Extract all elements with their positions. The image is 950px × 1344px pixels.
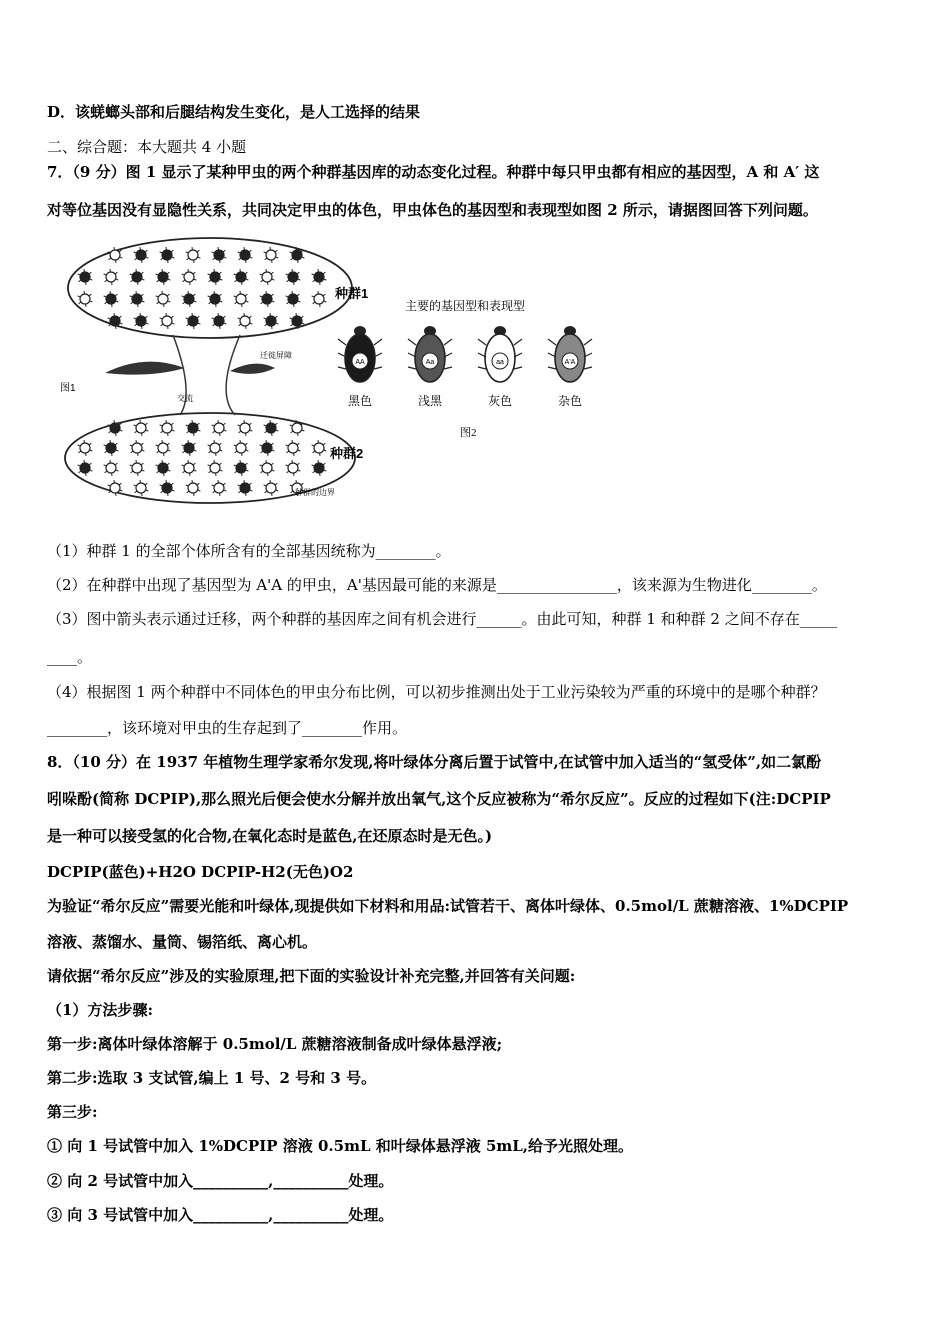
exchange-label: 交流	[177, 394, 193, 403]
beetle-glyph	[260, 460, 275, 476]
beetle-glyph	[134, 313, 149, 329]
beetle-glyph	[212, 247, 227, 263]
beetle-glyph	[78, 291, 93, 307]
q7-line-2: 对等位基因没有显隐性关系，共同决定甲虫的体色，甲虫体色的基因型和表现型如图 2 所示，请据图回答下列问题。	[47, 201, 818, 219]
beetle-glyph	[186, 247, 201, 263]
beetle-glyph	[238, 313, 253, 329]
q7-sub4-line-2: ________，该环境对甲虫的生存起到了________作用。	[47, 719, 408, 737]
beetle-glyph	[238, 247, 253, 263]
beetle-glyph	[186, 313, 201, 329]
beetle-glyph	[78, 460, 93, 476]
beetle-glyph	[208, 440, 223, 456]
q8-step-heading: （1）方法步骤:	[47, 1001, 153, 1019]
beetle-glyph	[130, 460, 145, 476]
genotype-label: aa	[496, 359, 504, 366]
beetle-glyph	[104, 269, 119, 285]
q7-sub3-line-1: （3）图中箭头表示通过迁移，两个种群的基因库之间有机会进行______。由此可知，种群 1 和种群 2 之间不存在_____	[47, 610, 838, 628]
phenotype-label: 黑色	[347, 394, 373, 408]
q8-step-3: 第三步:	[47, 1103, 98, 1121]
beetle-glyph	[234, 269, 249, 285]
beetle-glyph	[104, 440, 119, 456]
beetle-glyph	[104, 460, 119, 476]
beetle-figure	[55, 233, 600, 508]
q8-line-3: 是一种可以接受氢的化合物,在氧化态时是蓝色,在还原态时是无色。)	[47, 827, 493, 845]
beetle-glyph	[78, 269, 93, 285]
beetle-glyph	[130, 291, 145, 307]
beetle-glyph	[212, 420, 227, 436]
beetle-glyph	[286, 460, 301, 476]
population-2-beetles	[78, 420, 327, 496]
beetle-glyph	[134, 420, 149, 436]
beetle-glyph	[134, 247, 149, 263]
beetle-glyph	[312, 440, 327, 456]
genotype-beetle	[548, 326, 592, 408]
q8-step-1: 第一步:离体叶绿体溶解于 0.5mol/L 蔗糖溶液制备成叶绿体悬浮液;	[47, 1035, 503, 1053]
phenotype-label: 灰色	[487, 394, 513, 408]
beetle-glyph	[234, 440, 249, 456]
beetle-glyph	[260, 440, 275, 456]
barrier-right	[230, 364, 275, 374]
migration-funnel	[173, 335, 240, 415]
beetle-glyph	[286, 440, 301, 456]
q8-tube-2: ② 向 2 号试管中加入__________,__________处理。	[47, 1172, 394, 1190]
option-d: D．该蜣螂头部和后腿结构发生变化，是人工选择的结果	[47, 103, 421, 121]
beetle-glyph	[156, 291, 171, 307]
beetle-glyph	[286, 291, 301, 307]
beetle-glyph	[238, 480, 253, 496]
beetle-glyph	[234, 460, 249, 476]
q8-line-1: 8．（10 分）在 1937 年植物生理学家希尔发现,将叶绿体分离后置于试管中,在试管中加入适当的“氢受体”,如二氯酚	[47, 753, 822, 771]
beetle-glyph	[260, 269, 275, 285]
beetle-glyph	[156, 269, 171, 285]
q8-line-4: 为验证“希尔反应”需要光能和叶绿体,现提供如下材料和用品:试管若干、离体叶绿体、0.5mol/L 蔗糖溶液、1%DCPIP	[47, 897, 849, 915]
genotype-beetle	[478, 326, 522, 408]
figure-2-label: 图2	[460, 427, 477, 439]
q7-sub3-line-2: ____。	[47, 648, 93, 666]
beetle-glyph	[160, 247, 175, 263]
barrier-label: 迁徙屏障	[260, 351, 292, 360]
genotype-label: Aa	[425, 359, 435, 366]
beetle-glyph	[134, 480, 149, 496]
phenotype-label: 浅黑	[417, 394, 443, 408]
beetle-glyph	[182, 440, 197, 456]
beetle-glyph	[160, 420, 175, 436]
beetle-glyph	[78, 440, 93, 456]
q8-equation: DCPIP(蓝色)+H2O DCPIP-H2(无色)O2	[47, 863, 354, 881]
barrier-left	[105, 362, 185, 375]
population-2-label: 种群2	[330, 446, 364, 461]
q7-sub1: （1）种群 1 的全部个体所含有的全部基因统称为________。	[47, 542, 451, 560]
beetle-glyph	[186, 420, 201, 436]
beetle-glyph	[208, 460, 223, 476]
figure-2-title: 主要的基因型和表现型	[405, 299, 526, 313]
section-heading: 二、综合题：本大题共 4 小题	[47, 138, 247, 156]
beetle-glyph	[312, 460, 327, 476]
beetle-glyph	[104, 291, 119, 307]
q8-line-5: 溶液、蒸馏水、量筒、锡箔纸、离心机。	[47, 933, 318, 951]
beetle-glyph	[156, 460, 171, 476]
beetle-glyph	[212, 313, 227, 329]
beetle-glyph	[264, 480, 279, 496]
beetle-glyph	[186, 480, 201, 496]
genotype-phenotype-row	[338, 326, 592, 408]
q8-step-2: 第二步:选取 3 支试管,编上 1 号、2 号和 3 号。	[47, 1069, 377, 1087]
beetle-glyph	[160, 480, 175, 496]
beetle-glyph	[264, 420, 279, 436]
q7-sub4-line-1: （4）根据图 1 两个种群中不同体色的甲虫分布比例，可以初步推测出处于工业污染较为严重的环境中的是哪个种群？	[47, 683, 826, 701]
beetle-glyph	[260, 291, 275, 307]
beetle-glyph	[208, 291, 223, 307]
population-1-label: 种群1	[335, 286, 369, 301]
q8-line-2: 吲哚酚(简称 DCPIP),那么照光后便会使水分解并放出氧气,这个反应被称为“希尔反应”。反应的过程如下(注:DCPIP	[47, 790, 831, 808]
beetle-glyph	[182, 269, 197, 285]
q8-tube-1: ① 向 1 号试管中加入 1%DCPIP 溶液 0.5mL 和叶绿体悬浮液 5mL,给予光照处理。	[47, 1137, 634, 1155]
beetle-glyph	[238, 420, 253, 436]
beetle-glyph	[160, 313, 175, 329]
beetle-glyph	[312, 269, 327, 285]
beetle-glyph	[182, 460, 197, 476]
boundary-label: 种群的边界	[295, 488, 335, 497]
figure-1-label: 图1	[60, 383, 76, 394]
q8-line-6: 请依据“希尔反应”涉及的实验原理,把下面的实验设计补充完整,并回答有关问题:	[47, 967, 576, 985]
beetle-glyph	[264, 313, 279, 329]
beetle-glyph	[130, 269, 145, 285]
genotype-beetle	[338, 326, 382, 408]
beetle-glyph	[182, 291, 197, 307]
genotype-label: A'A	[564, 359, 576, 366]
beetle-glyph	[208, 269, 223, 285]
genotype-label: AA	[355, 359, 365, 366]
q7-line-1: 7．（9 分）图 1 显示了某种甲虫的两个种群基因库的动态变化过程。种群中每只甲虫都有相应的基因型，A 和 A′ 这	[47, 163, 820, 181]
q7-sub2: （2）在种群中出现了基因型为 A'A 的甲虫，A'基因最可能的来源是________________，该来源为生物进化________。	[47, 576, 827, 594]
genotype-beetle	[408, 326, 452, 408]
phenotype-label: 杂色	[557, 394, 583, 408]
beetle-glyph	[234, 291, 249, 307]
beetle-glyph	[264, 247, 279, 263]
beetle-glyph	[156, 440, 171, 456]
population-1-beetles	[78, 247, 327, 329]
beetle-glyph	[130, 440, 145, 456]
beetle-glyph	[286, 269, 301, 285]
beetle-glyph	[312, 291, 327, 307]
q8-tube-3: ③ 向 3 号试管中加入__________,__________处理。	[47, 1206, 394, 1224]
beetle-glyph	[212, 480, 227, 496]
